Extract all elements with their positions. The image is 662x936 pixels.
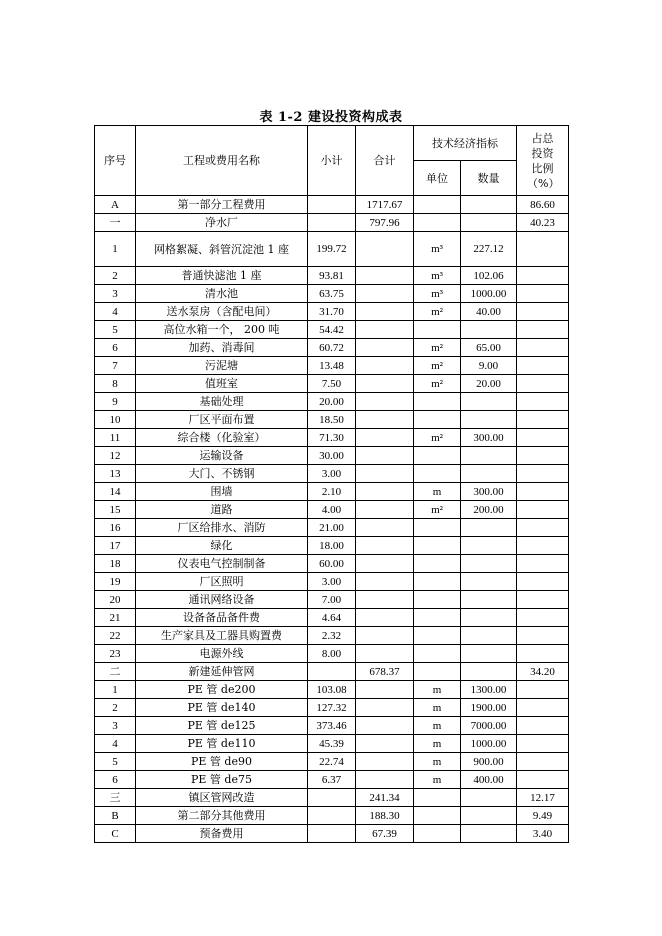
cell-unit <box>414 555 461 573</box>
cell-ratio: 34.20 <box>517 663 569 681</box>
cell-name: PE 管 de125 <box>136 717 308 735</box>
cell-ratio <box>517 609 569 627</box>
cell-seq: 二 <box>95 663 136 681</box>
cell-seq: 8 <box>95 375 136 393</box>
cell-name: 厂区照明 <box>136 573 308 591</box>
cell-name: 第二部分其他费用 <box>136 807 308 825</box>
cell-ratio <box>517 573 569 591</box>
cell-seq: 16 <box>95 519 136 537</box>
table-row <box>95 447 569 465</box>
cell-total <box>356 537 414 555</box>
cell-unit: m <box>414 735 461 753</box>
cell-unit: m² <box>414 375 461 393</box>
cell-subtotal <box>308 214 356 232</box>
cell-name: 污泥塘 <box>136 357 308 375</box>
cell-quantity <box>461 789 517 807</box>
cell-unit: m² <box>414 501 461 519</box>
cell-subtotal: 3.00 <box>308 465 356 483</box>
table-row <box>95 267 569 285</box>
cell-seq: 19 <box>95 573 136 591</box>
cell-quantity <box>461 627 517 645</box>
table-row <box>95 214 569 232</box>
cell-quantity: 300.00 <box>461 483 517 501</box>
cell-name: PE 管 de110 <box>136 735 308 753</box>
cell-subtotal: 71.30 <box>308 429 356 447</box>
cell-total: 1717.67 <box>356 196 414 214</box>
cell-subtotal: 54.42 <box>308 321 356 339</box>
cell-seq: 10 <box>95 411 136 429</box>
cell-subtotal: 6.37 <box>308 771 356 789</box>
cell-subtotal <box>308 825 356 843</box>
cell-seq: C <box>95 825 136 843</box>
cell-quantity <box>461 465 517 483</box>
cell-seq: 3 <box>95 717 136 735</box>
cell-total <box>356 717 414 735</box>
table-row <box>95 429 569 447</box>
cell-total <box>356 681 414 699</box>
cell-ratio <box>517 699 569 717</box>
cell-name: 高位水箱一个， 200 吨 <box>136 321 308 339</box>
table-row <box>95 339 569 357</box>
cell-ratio: 3.40 <box>517 825 569 843</box>
table-row <box>95 321 569 339</box>
cell-ratio <box>517 735 569 753</box>
cell-subtotal <box>308 663 356 681</box>
cell-subtotal: 18.50 <box>308 411 356 429</box>
cell-total <box>356 699 414 717</box>
cell-name: 普通快滤池 1 座 <box>136 267 308 285</box>
cell-seq: 22 <box>95 627 136 645</box>
cell-total: 188.30 <box>356 807 414 825</box>
cell-unit: m³ <box>414 232 461 267</box>
cell-quantity: 40.00 <box>461 303 517 321</box>
cell-ratio <box>517 267 569 285</box>
investment-table <box>94 125 569 843</box>
cell-quantity <box>461 411 517 429</box>
table-row <box>95 357 569 375</box>
cell-seq: A <box>95 196 136 214</box>
cell-quantity <box>461 214 517 232</box>
cell-ratio <box>517 483 569 501</box>
cell-total: 241.34 <box>356 789 414 807</box>
cell-name: 清水池 <box>136 285 308 303</box>
cell-total <box>356 519 414 537</box>
cell-subtotal: 60.00 <box>308 555 356 573</box>
cell-total <box>356 429 414 447</box>
cell-quantity <box>461 825 517 843</box>
cell-total <box>356 753 414 771</box>
cell-total <box>356 232 414 267</box>
cell-quantity <box>461 196 517 214</box>
cell-subtotal: 127.32 <box>308 699 356 717</box>
cell-ratio <box>517 519 569 537</box>
table-title: 表 1-2 建设投资构成表 <box>259 110 403 125</box>
cell-seq: 2 <box>95 699 136 717</box>
table-row <box>95 627 569 645</box>
table-row <box>95 232 569 267</box>
cell-seq: 1 <box>95 232 136 267</box>
cell-subtotal: 60.72 <box>308 339 356 357</box>
table-row <box>95 609 569 627</box>
cell-total <box>356 285 414 303</box>
cell-quantity <box>461 609 517 627</box>
cell-total <box>356 483 414 501</box>
cell-ratio <box>517 447 569 465</box>
cell-unit <box>414 663 461 681</box>
cell-quantity: 1900.00 <box>461 699 517 717</box>
cell-name: 大门、不锈钢 <box>136 465 308 483</box>
header-ratio: 占总投资比例（%） <box>517 126 569 196</box>
cell-quantity <box>461 519 517 537</box>
cell-unit: m² <box>414 303 461 321</box>
cell-seq: 12 <box>95 447 136 465</box>
cell-unit: m <box>414 717 461 735</box>
cell-ratio <box>517 339 569 357</box>
cell-subtotal: 8.00 <box>308 645 356 663</box>
header-total: 合计 <box>356 126 414 196</box>
cell-seq: 1 <box>95 681 136 699</box>
table-row <box>95 411 569 429</box>
cell-seq: 20 <box>95 591 136 609</box>
cell-ratio <box>517 591 569 609</box>
cell-name: 电源外线 <box>136 645 308 663</box>
table-row <box>95 519 569 537</box>
cell-ratio <box>517 321 569 339</box>
table-row <box>95 645 569 663</box>
cell-name: 通讯网络设备 <box>136 591 308 609</box>
cell-quantity: 9.00 <box>461 357 517 375</box>
cell-ratio: 9.49 <box>517 807 569 825</box>
cell-ratio <box>517 357 569 375</box>
table-row <box>95 807 569 825</box>
table-row <box>95 735 569 753</box>
cell-unit <box>414 807 461 825</box>
cell-quantity: 900.00 <box>461 753 517 771</box>
cell-total: 797.96 <box>356 214 414 232</box>
cell-subtotal: 4.00 <box>308 501 356 519</box>
cell-name: 新建延伸管网 <box>136 663 308 681</box>
cell-unit <box>414 519 461 537</box>
cell-ratio <box>517 537 569 555</box>
cell-quantity <box>461 393 517 411</box>
table-row <box>95 663 569 681</box>
cell-unit: m³ <box>414 285 461 303</box>
cell-quantity <box>461 555 517 573</box>
cell-subtotal: 199.72 <box>308 232 356 267</box>
cell-unit: m² <box>414 429 461 447</box>
cell-subtotal: 45.39 <box>308 735 356 753</box>
table-row <box>95 555 569 573</box>
cell-unit: m <box>414 681 461 699</box>
cell-name: PE 管 de90 <box>136 753 308 771</box>
cell-total <box>356 627 414 645</box>
cell-total <box>356 645 414 663</box>
cell-name: 道路 <box>136 501 308 519</box>
cell-unit: m <box>414 771 461 789</box>
cell-subtotal <box>308 196 356 214</box>
cell-seq: 三 <box>95 789 136 807</box>
table-row <box>95 681 569 699</box>
cell-name: PE 管 de140 <box>136 699 308 717</box>
cell-name: 综合楼（化验室） <box>136 429 308 447</box>
cell-subtotal: 3.00 <box>308 573 356 591</box>
cell-subtotal: 20.00 <box>308 393 356 411</box>
cell-unit <box>414 609 461 627</box>
cell-ratio <box>517 627 569 645</box>
table-row <box>95 196 569 214</box>
cell-ratio <box>517 501 569 519</box>
cell-total <box>356 303 414 321</box>
cell-total <box>356 447 414 465</box>
cell-quantity <box>461 447 517 465</box>
cell-subtotal: 373.46 <box>308 717 356 735</box>
cell-ratio <box>517 285 569 303</box>
cell-quantity <box>461 537 517 555</box>
cell-seq: 14 <box>95 483 136 501</box>
cell-total <box>356 465 414 483</box>
cell-subtotal <box>308 789 356 807</box>
cell-ratio <box>517 681 569 699</box>
table-row <box>95 285 569 303</box>
cell-quantity <box>461 591 517 609</box>
cell-total <box>356 609 414 627</box>
cell-unit <box>414 825 461 843</box>
cell-quantity: 300.00 <box>461 429 517 447</box>
cell-total <box>356 555 414 573</box>
cell-seq: 23 <box>95 645 136 663</box>
table-body <box>95 196 569 843</box>
cell-ratio: 12.17 <box>517 789 569 807</box>
cell-seq: 5 <box>95 753 136 771</box>
header-seq: 序号 <box>95 126 136 196</box>
header-tech: 技术经济指标 <box>414 126 517 161</box>
cell-subtotal: 18.00 <box>308 537 356 555</box>
cell-total <box>356 393 414 411</box>
table-header <box>95 126 569 196</box>
cell-name: 设备备品备件费 <box>136 609 308 627</box>
cell-name: 送水泵房（含配电间） <box>136 303 308 321</box>
cell-seq: 13 <box>95 465 136 483</box>
cell-seq: 6 <box>95 771 136 789</box>
cell-name: PE 管 de75 <box>136 771 308 789</box>
cell-name: 运输设备 <box>136 447 308 465</box>
cell-seq: 5 <box>95 321 136 339</box>
cell-subtotal: 30.00 <box>308 447 356 465</box>
table-row <box>95 375 569 393</box>
cell-subtotal: 93.81 <box>308 267 356 285</box>
table-row <box>95 789 569 807</box>
cell-subtotal <box>308 807 356 825</box>
cell-total <box>356 735 414 753</box>
cell-quantity: 1000.00 <box>461 285 517 303</box>
cell-name: 围墙 <box>136 483 308 501</box>
cell-unit <box>414 393 461 411</box>
cell-unit <box>414 196 461 214</box>
cell-name: 网格絮凝、斜管沉淀池 1 座 <box>136 232 308 267</box>
cell-ratio: 86.60 <box>517 196 569 214</box>
cell-subtotal: 4.64 <box>308 609 356 627</box>
cell-seq: 2 <box>95 267 136 285</box>
table-row <box>95 753 569 771</box>
table-row <box>95 771 569 789</box>
table-row <box>95 717 569 735</box>
cell-name: 镇区管网改造 <box>136 789 308 807</box>
cell-name: 第一部分工程费用 <box>136 196 308 214</box>
cell-subtotal: 31.70 <box>308 303 356 321</box>
cell-seq: 9 <box>95 393 136 411</box>
cell-quantity: 65.00 <box>461 339 517 357</box>
cell-unit <box>414 573 461 591</box>
cell-total <box>356 357 414 375</box>
cell-unit <box>414 447 461 465</box>
cell-subtotal: 63.75 <box>308 285 356 303</box>
cell-ratio <box>517 411 569 429</box>
cell-total <box>356 339 414 357</box>
cell-quantity: 7000.00 <box>461 717 517 735</box>
cell-seq: 17 <box>95 537 136 555</box>
cell-subtotal: 22.74 <box>308 753 356 771</box>
cell-seq: 3 <box>95 285 136 303</box>
cell-total <box>356 771 414 789</box>
cell-ratio <box>517 232 569 267</box>
cell-unit <box>414 411 461 429</box>
cell-unit <box>414 591 461 609</box>
cell-subtotal: 7.00 <box>308 591 356 609</box>
cell-seq: 15 <box>95 501 136 519</box>
cell-seq: 一 <box>95 214 136 232</box>
cell-unit: m <box>414 483 461 501</box>
cell-total <box>356 501 414 519</box>
cell-name: 仪表电气控制制备 <box>136 555 308 573</box>
cell-name: 净水厂 <box>136 214 308 232</box>
cell-unit: m² <box>414 339 461 357</box>
cell-ratio <box>517 753 569 771</box>
cell-seq: 18 <box>95 555 136 573</box>
header-unit: 单位 <box>414 161 461 196</box>
cell-ratio <box>517 465 569 483</box>
cell-quantity <box>461 321 517 339</box>
table-row <box>95 501 569 519</box>
header-quantity: 数量 <box>461 161 517 196</box>
cell-subtotal: 21.00 <box>308 519 356 537</box>
cell-name: 绿化 <box>136 537 308 555</box>
cell-unit <box>414 321 461 339</box>
table-row <box>95 573 569 591</box>
cell-quantity <box>461 645 517 663</box>
cell-unit: m <box>414 699 461 717</box>
cell-ratio <box>517 555 569 573</box>
cell-name: 厂区给排水、消防 <box>136 519 308 537</box>
cell-seq: 6 <box>95 339 136 357</box>
cell-unit: m³ <box>414 267 461 285</box>
cell-name: PE 管 de200 <box>136 681 308 699</box>
cell-unit <box>414 627 461 645</box>
cell-total <box>356 573 414 591</box>
cell-seq: 4 <box>95 735 136 753</box>
cell-quantity: 1000.00 <box>461 735 517 753</box>
cell-ratio <box>517 645 569 663</box>
cell-unit <box>414 465 461 483</box>
cell-total <box>356 267 414 285</box>
cell-name: 厂区平面布置 <box>136 411 308 429</box>
cell-quantity <box>461 807 517 825</box>
cell-total <box>356 591 414 609</box>
cell-subtotal: 2.32 <box>308 627 356 645</box>
cell-unit <box>414 789 461 807</box>
cell-quantity: 400.00 <box>461 771 517 789</box>
cell-seq: 4 <box>95 303 136 321</box>
cell-name: 基础处理 <box>136 393 308 411</box>
header-subtotal: 小计 <box>308 126 356 196</box>
table-row <box>95 483 569 501</box>
table-row <box>95 537 569 555</box>
table-row <box>95 591 569 609</box>
cell-name: 预备费用 <box>136 825 308 843</box>
cell-subtotal: 103.08 <box>308 681 356 699</box>
cell-quantity: 102.06 <box>461 267 517 285</box>
table-row <box>95 465 569 483</box>
cell-quantity: 1300.00 <box>461 681 517 699</box>
cell-unit: m <box>414 753 461 771</box>
cell-seq: B <box>95 807 136 825</box>
cell-seq: 11 <box>95 429 136 447</box>
cell-ratio <box>517 717 569 735</box>
cell-ratio <box>517 303 569 321</box>
cell-ratio <box>517 771 569 789</box>
cell-unit <box>414 537 461 555</box>
cell-total <box>356 375 414 393</box>
cell-name: 加药、消毒间 <box>136 339 308 357</box>
header-name: 工程或费用名称 <box>136 126 308 196</box>
cell-unit: m² <box>414 357 461 375</box>
cell-ratio: 40.23 <box>517 214 569 232</box>
cell-ratio <box>517 393 569 411</box>
cell-seq: 7 <box>95 357 136 375</box>
cell-total <box>356 411 414 429</box>
table-row <box>95 699 569 717</box>
cell-quantity <box>461 663 517 681</box>
cell-seq: 21 <box>95 609 136 627</box>
cell-name: 生产家具及工器具购置费 <box>136 627 308 645</box>
cell-quantity <box>461 573 517 591</box>
cell-ratio <box>517 375 569 393</box>
cell-quantity: 227.12 <box>461 232 517 267</box>
cell-subtotal: 7.50 <box>308 375 356 393</box>
cell-unit <box>414 645 461 663</box>
table-row <box>95 825 569 843</box>
cell-ratio <box>517 429 569 447</box>
cell-unit <box>414 214 461 232</box>
table-row <box>95 303 569 321</box>
cell-total <box>356 321 414 339</box>
cell-name: 值班室 <box>136 375 308 393</box>
table-row <box>95 393 569 411</box>
cell-quantity: 20.00 <box>461 375 517 393</box>
cell-subtotal: 2.10 <box>308 483 356 501</box>
cell-quantity: 200.00 <box>461 501 517 519</box>
cell-total: 67.39 <box>356 825 414 843</box>
cell-total: 678.37 <box>356 663 414 681</box>
cell-subtotal: 13.48 <box>308 357 356 375</box>
